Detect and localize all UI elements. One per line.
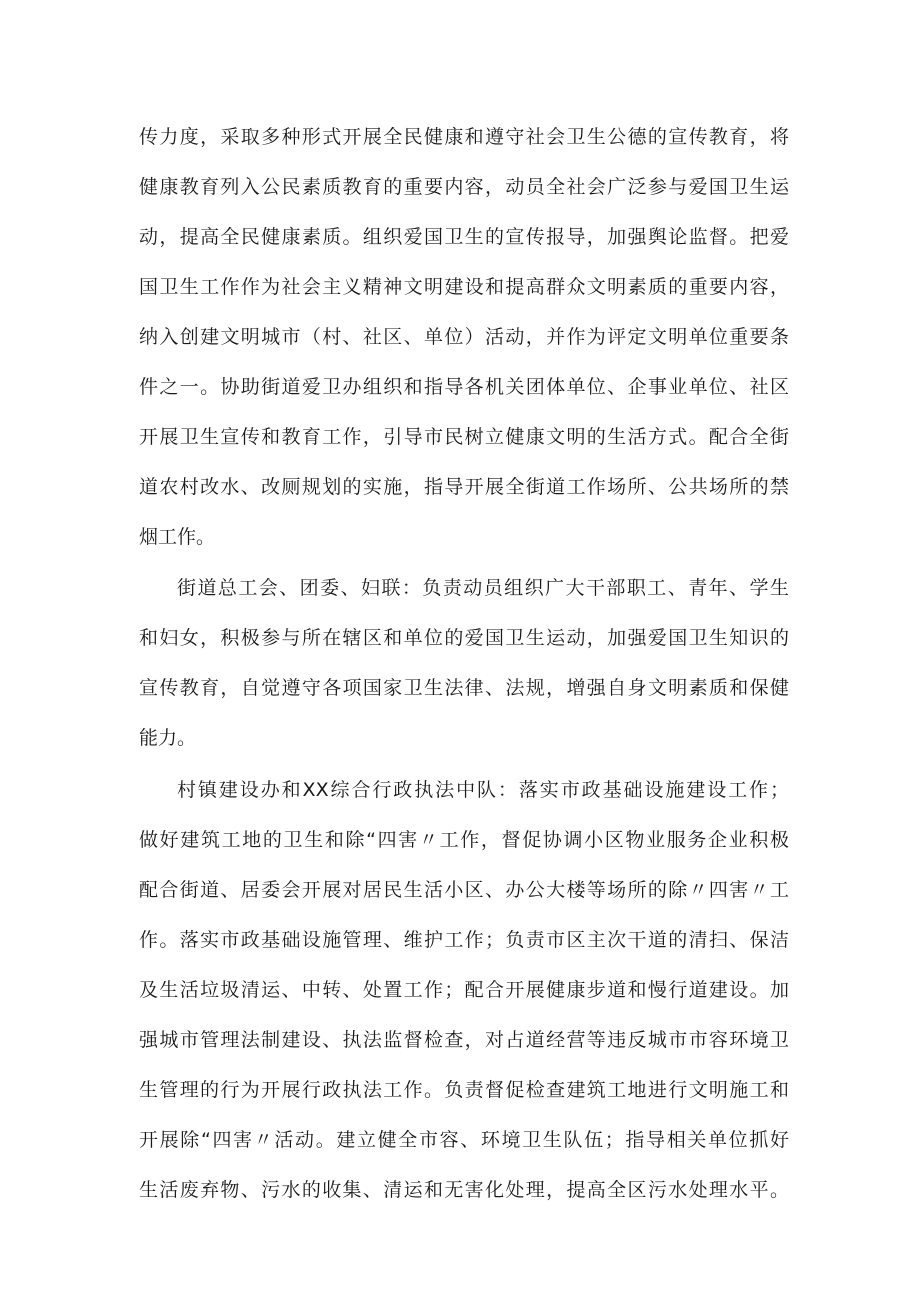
text-line: 作。落实市政基础设施管理、维护工作；负责市区主次干道的清扫、保洁 [139,929,789,951]
text-line: 传力度，采取多种形式开展全民健康和遵守社会卫生公德的宣传教育，将 [139,126,789,148]
text-line: 国卫生工作作为社会主义精神文明建设和提高群众文明素质的重要内容， [139,276,789,298]
text-line: 健康教育列入公民素质教育的重要内容，动员全社会广泛参与爱国卫生运 [139,176,789,198]
text-line: 生活废弃物、污水的收集、清运和无害化处理，提高全区污水处理水平。 [139,1179,789,1201]
text-line: 配合街道、居委会开展对居民生活小区、办公大楼等场所的除〃四害〃工 [139,879,789,901]
text-line: 道农村改水、改厕规划的实施，指导开展全街道工作场所、公共场所的禁 [139,476,789,498]
text-line: 能力。 [139,727,197,749]
text-line: 及生活垃圾清运、中转、处置工作；配合开展健康步道和慢行道建设。加 [139,979,789,1001]
text-line: 和妇女，积极参与所在辖区和单位的爱国卫生运动，加强爱国卫生知识的 [139,627,789,649]
text-line: 做好建筑工地的卫生和除“四害〃工作，督促协调小区物业服务企业积极 [139,829,789,851]
text-line: 动，提高全民健康素质。组织爱国卫生的宣传报导，加强舆论监督。把爱 [139,226,789,248]
text-line: 强城市管理法制建设、执法监督检查，对占道经营等违反城市市容环境卫 [139,1029,789,1051]
text-line: 村镇建设办和XX综合行政执法中队：落实市政基础设施建设工作； [177,779,789,801]
text-line: 件之一。协助街道爱卫办组织和指导各机关团体单位、企事业单位、社区 [139,376,789,398]
text-line: 生管理的行为开展行政执法工作。负责督促检查建筑工地进行文明施工和 [139,1079,789,1101]
text-line: 烟工作。 [139,526,216,548]
text-line: 开展除“四害〃活动。建立健全市容、环境卫生队伍；指导相关单位抓好 [139,1129,789,1151]
text-line: 宣传教育，自觉遵守各项国家卫生法律、法规，增强自身文明素质和保健 [139,677,789,699]
text-line: 纳入创建文明城市（村、社区、单位）活动，并作为评定文明单位重要条 [139,326,789,348]
text-line: 街道总工会、团委、妇联：负责动员组织广大干部职工、青年、学生 [177,577,789,599]
text-line: 开展卫生宣传和教育工作，引导市民树立健康文明的生活方式。配合全街 [139,426,789,448]
